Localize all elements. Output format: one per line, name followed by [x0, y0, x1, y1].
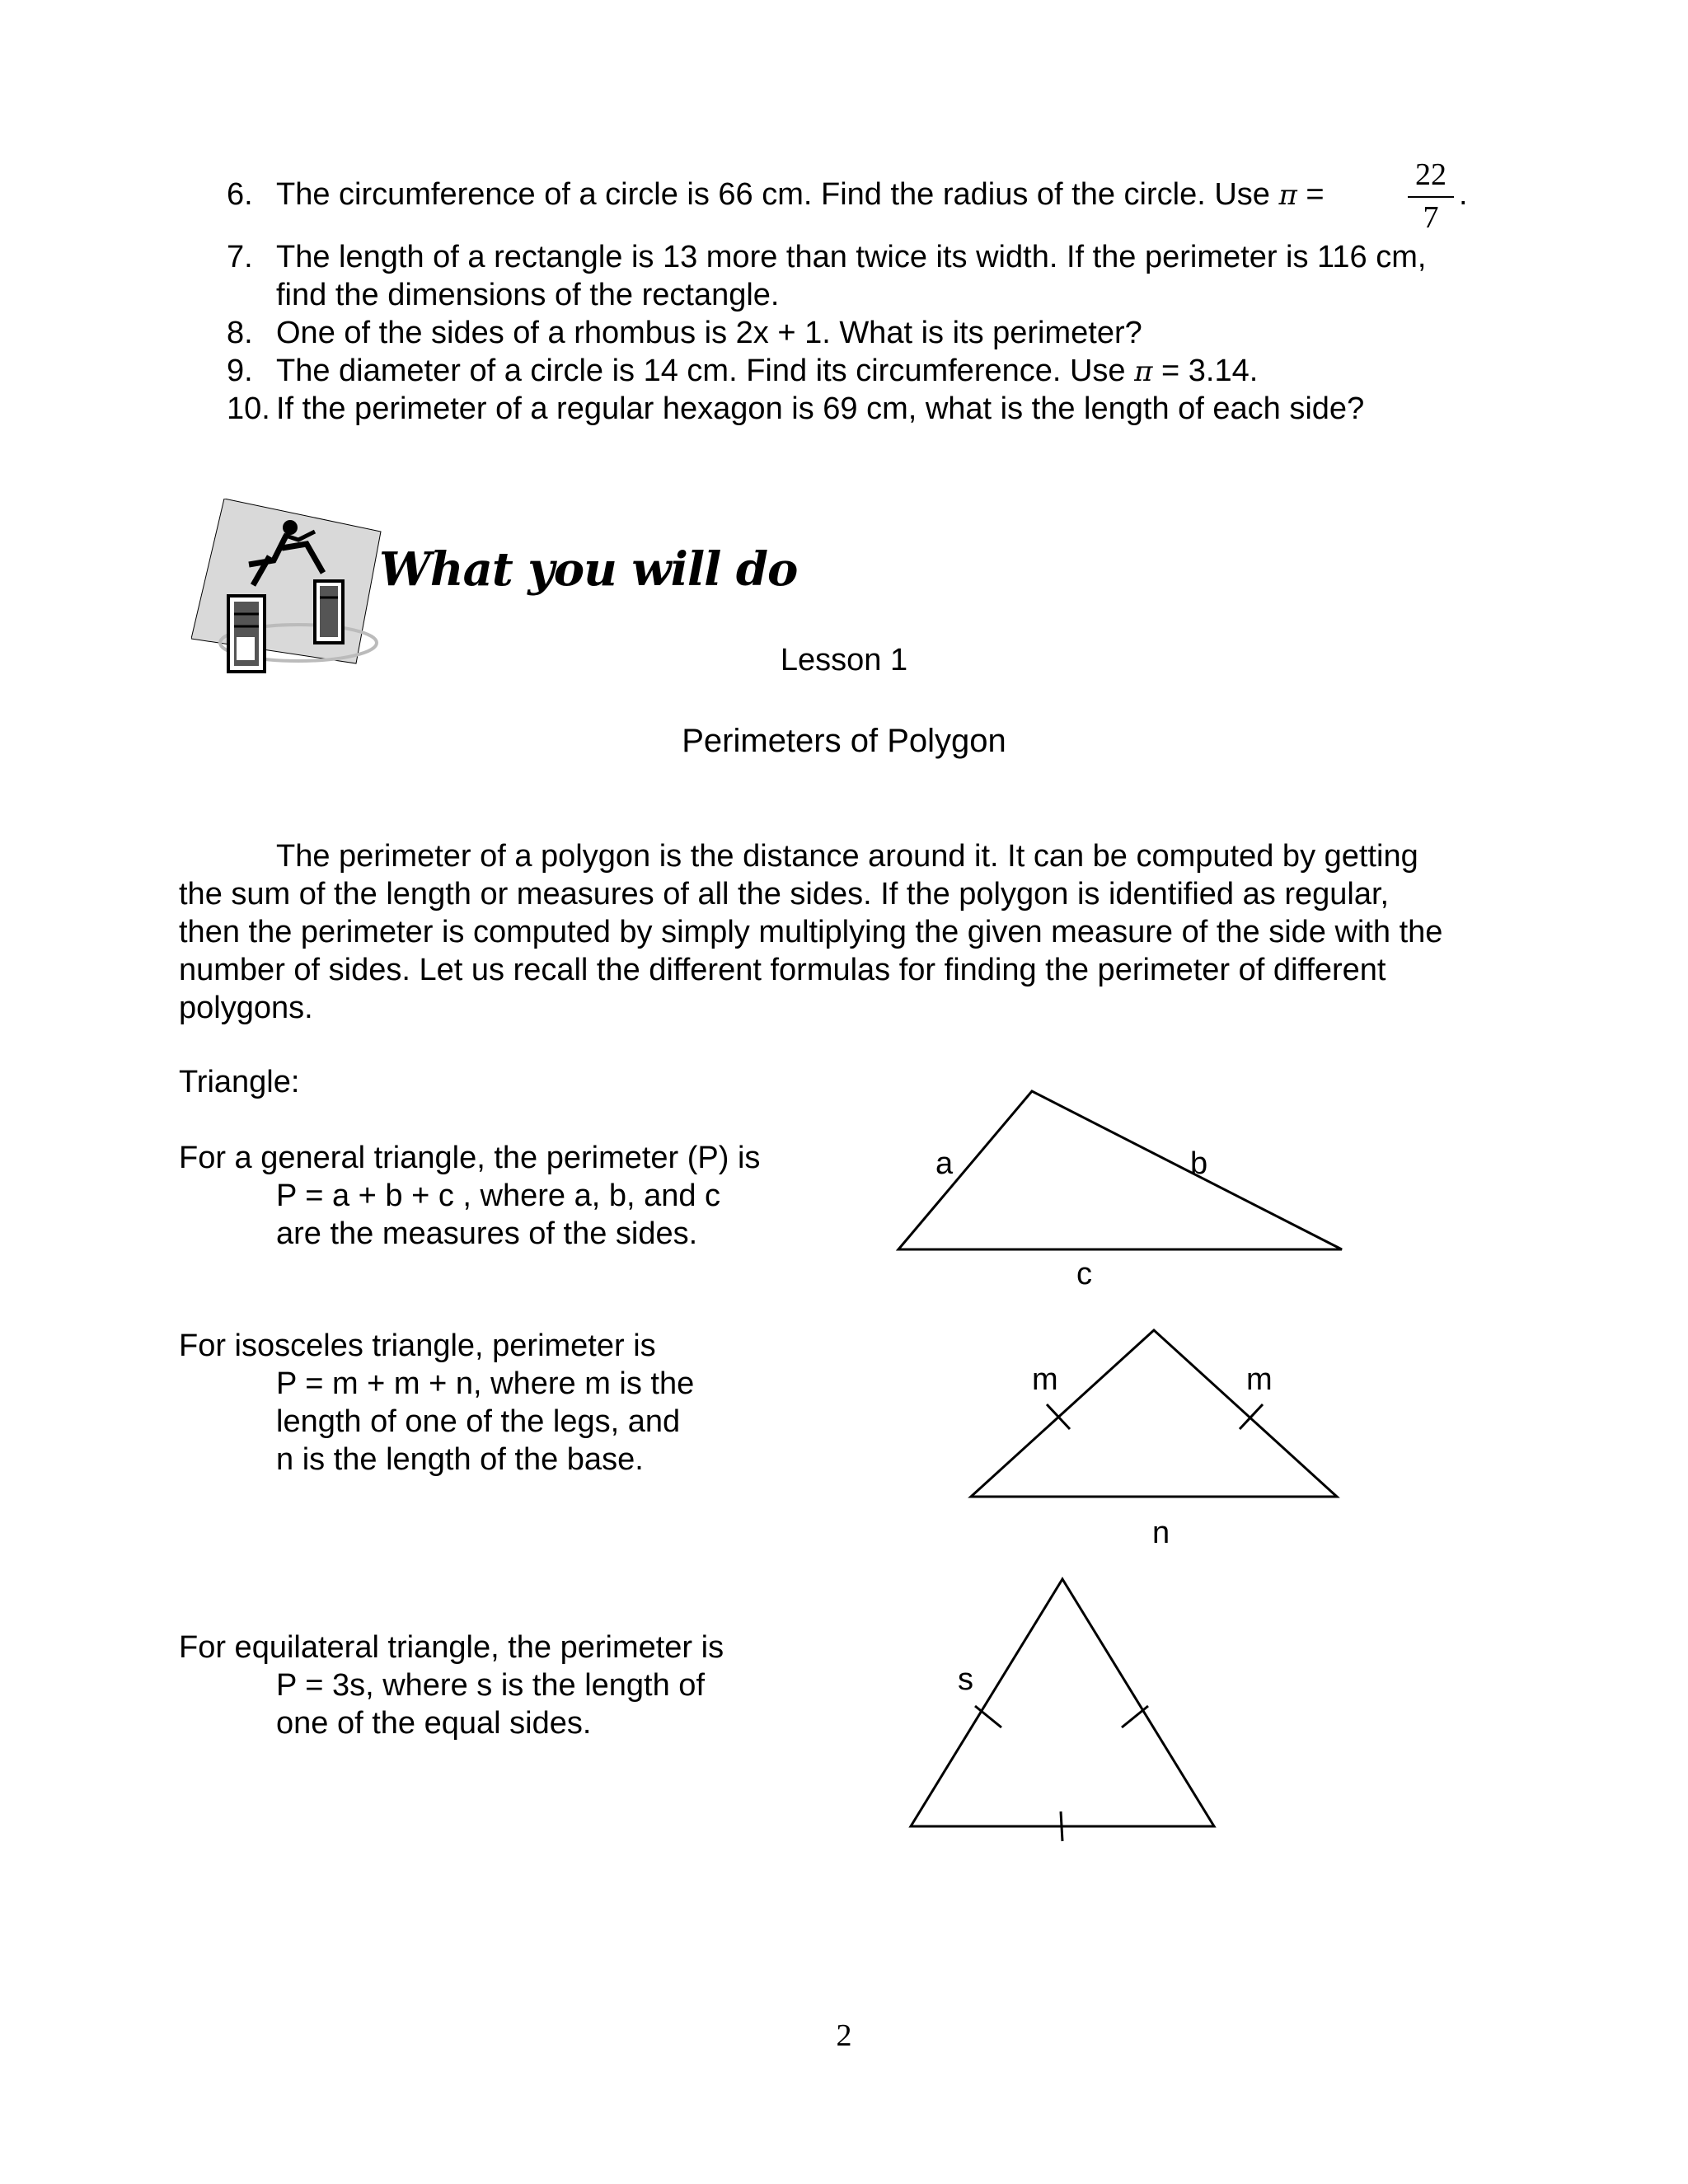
- question-number: 7.: [227, 240, 253, 274]
- question-text: If the perimeter of a regular hexagon is 69 cm, what is the length of each side?: [276, 391, 1365, 426]
- question-6-text: The circumference of a circle is 66 cm. Find the radius of the circle. Use: [276, 177, 1279, 212]
- intro-line-4: number of sides. Let us recall the different formulas for finding the perimeter of different: [179, 953, 1386, 987]
- general-line-2: P = a + b + c , where a, b, and c: [276, 1179, 721, 1213]
- isosceles-line-2: P = m + m + n, where m is the: [276, 1366, 695, 1401]
- isosceles-line-1: For isosceles triangle, perimeter is: [179, 1329, 656, 1363]
- equilateral-triangle-diagram: [903, 1574, 1232, 1854]
- question-text-line-2: find the dimensions of the rectangle.: [276, 278, 780, 312]
- side-label-c: c: [1076, 1257, 1092, 1291]
- intro-line-3: then the perimeter is computed by simply multiplying the given measure of the side with the: [179, 915, 1443, 949]
- general-line-1: For a general triangle, the perimeter (P) is: [179, 1141, 761, 1175]
- question-number: 9.: [227, 354, 253, 388]
- side-label-b: b: [1190, 1146, 1208, 1181]
- equals-sign: =: [1296, 177, 1325, 212]
- intro-line-5: polygons.: [179, 991, 313, 1025]
- page-number: 2: [836, 2018, 852, 2053]
- general-triangle-diagram: [890, 1086, 1352, 1259]
- isosceles-line-4: n is the length of the base.: [276, 1442, 644, 1477]
- side-label-a: a: [935, 1146, 954, 1181]
- fraction-bar: [1408, 196, 1454, 198]
- general-line-3: are the measures of the sides.: [276, 1216, 698, 1251]
- intro-line-2: the sum of the length or measures of all the sides. If the polygon is identified as regular,: [179, 877, 1390, 912]
- question-9-text-b: = 3.14.: [1152, 354, 1259, 388]
- fraction-numerator: 22: [1415, 157, 1447, 192]
- isosceles-triangle-diagram: [964, 1325, 1343, 1507]
- equilateral-line-3: one of the equal sides.: [276, 1706, 592, 1741]
- lesson-title: Perimeters of Polygon: [682, 723, 1006, 759]
- intro-line-1: The perimeter of a polygon is the distance around it. It can be computed by getting: [276, 839, 1418, 874]
- pi-symbol: π: [1278, 179, 1297, 212]
- leg-label-left: m: [1032, 1362, 1058, 1397]
- question-number: 10.: [227, 391, 270, 426]
- period: .: [1459, 177, 1468, 212]
- triangle-heading: Triangle:: [179, 1065, 300, 1099]
- isosceles-line-3: length of one of the legs, and: [276, 1404, 681, 1439]
- question-text-line-1: The length of a rectangle is 13 more than twice its width. If the perimeter is 116 cm,: [276, 240, 1427, 274]
- base-label: n: [1152, 1516, 1170, 1550]
- fraction-denominator: 7: [1423, 200, 1439, 235]
- equilateral-line-2: P = 3s, where s is the length of: [276, 1668, 705, 1703]
- pi-symbol: π: [1134, 355, 1153, 388]
- section-heading: What you will do: [379, 542, 798, 597]
- question-9-text-a: The diameter of a circle is 14 cm. Find its circumference. Use: [276, 354, 1135, 388]
- leg-label-right: m: [1246, 1362, 1273, 1397]
- equilateral-line-1: For equilateral triangle, the perimeter is: [179, 1630, 724, 1665]
- question-text: [276, 352, 1258, 391]
- side-label-s: s: [958, 1662, 973, 1697]
- question-text: One of the sides of a rhombus is 2x + 1. What is its perimeter?: [276, 316, 1142, 350]
- lesson-label: Lesson 1: [780, 643, 908, 677]
- question-text: [276, 176, 1325, 214]
- question-number: 6.: [227, 177, 253, 212]
- question-number: 8.: [227, 316, 253, 350]
